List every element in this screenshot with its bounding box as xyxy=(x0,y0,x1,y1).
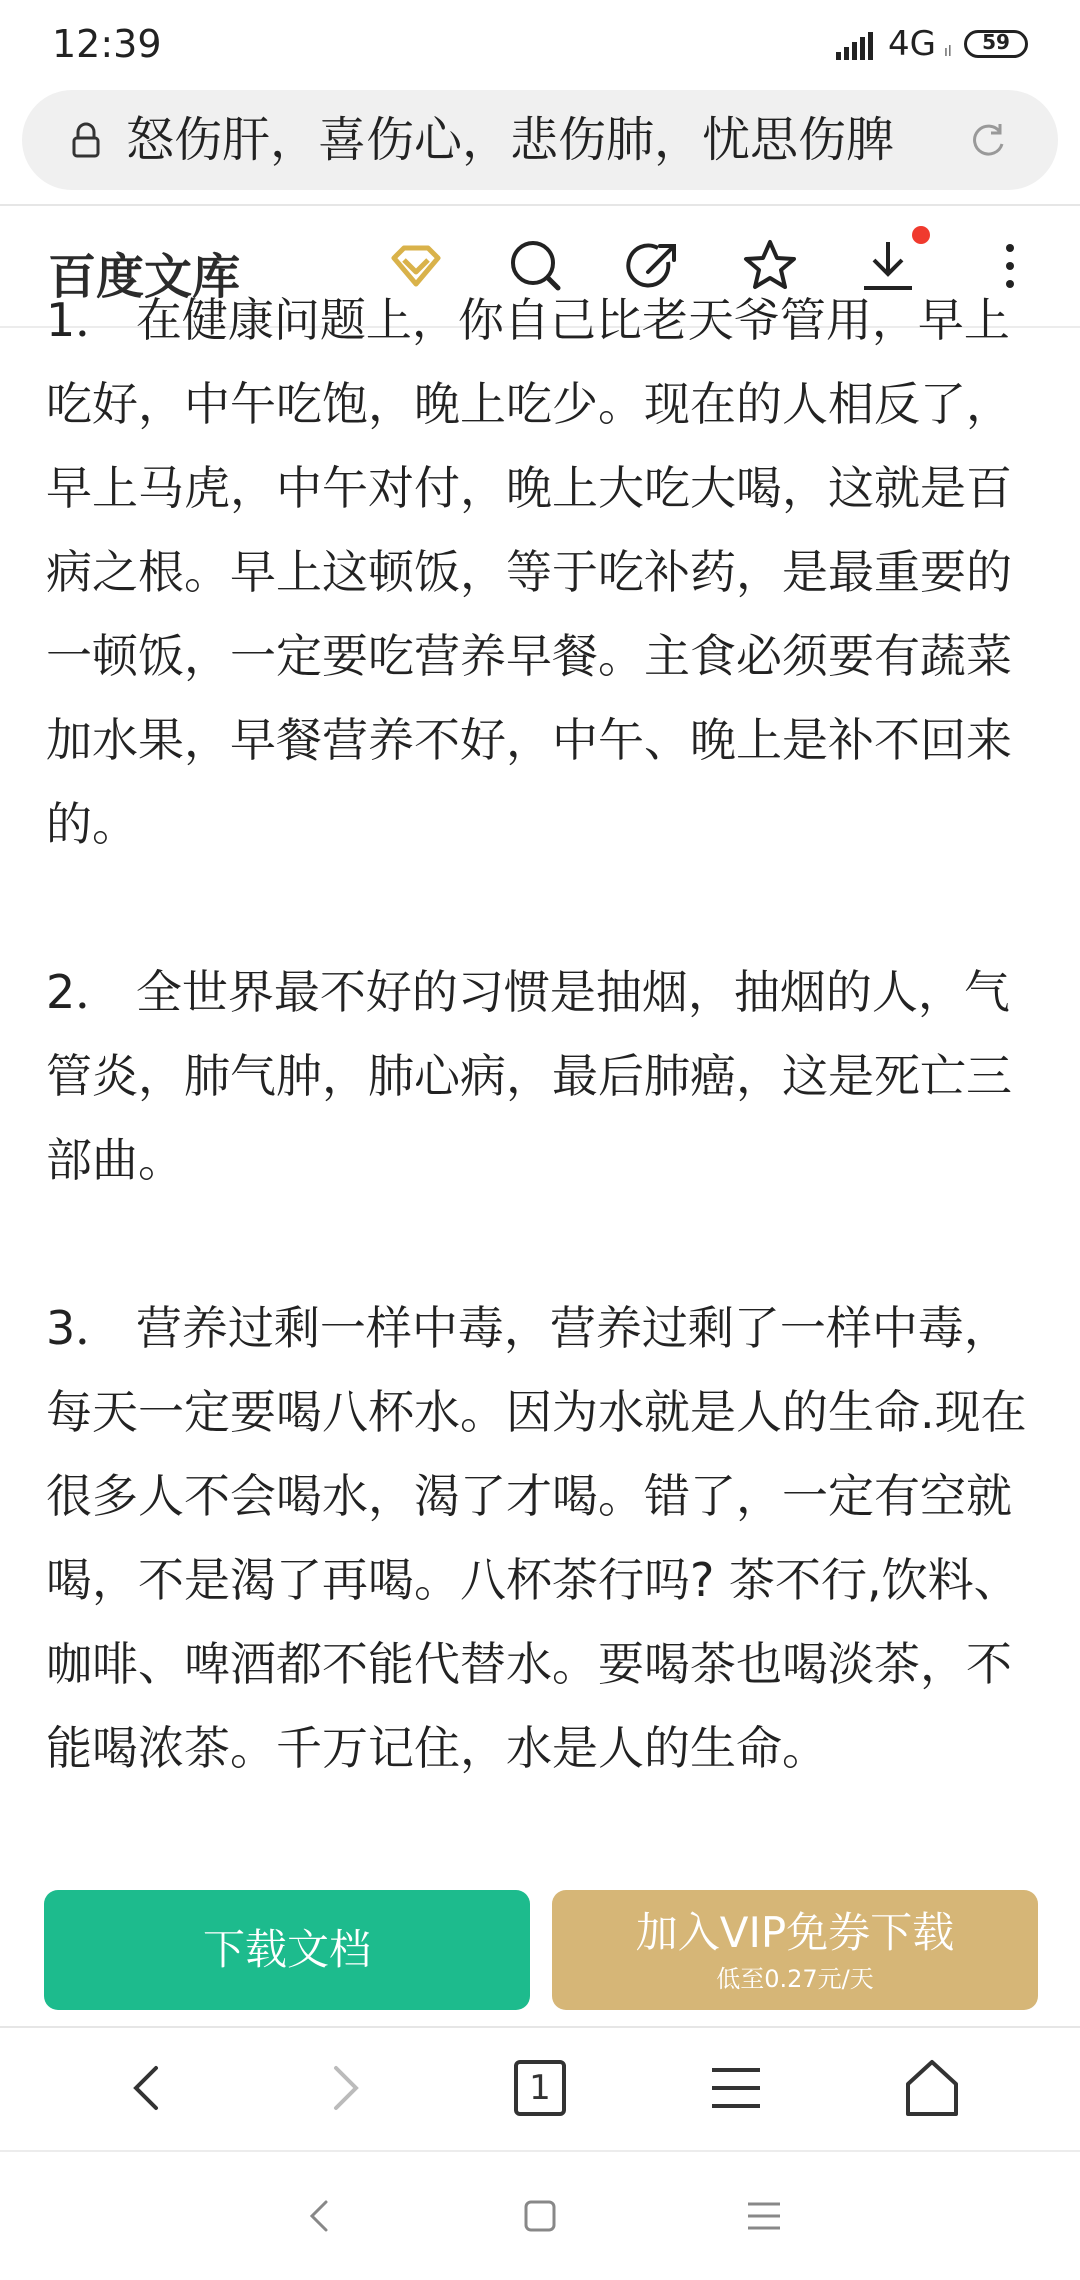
vip-price-label: 低至0.27元/天 xyxy=(716,1965,874,1993)
vip-download-button[interactable] xyxy=(552,1890,1038,2010)
tabs-button[interactable] xyxy=(508,2056,572,2120)
document-content[interactable] xyxy=(0,293,1080,1866)
network-activity: ıl xyxy=(944,44,952,60)
browser-navigation xyxy=(0,2028,1080,2150)
system-menu-icon[interactable] xyxy=(742,2194,786,2238)
notification-dot xyxy=(912,226,930,244)
refresh-icon[interactable] xyxy=(966,118,1010,162)
download-document-button[interactable]: 下载文档 xyxy=(44,1890,530,2010)
back-icon[interactable] xyxy=(116,2056,180,2120)
signal-icon xyxy=(836,32,876,60)
paragraph: 3． 营养过剩一样中毒，营养过剩了一样中毒，每天一定要喝八杯水。因为水就是人的生命.现在很多人不会喝水，渴了才喝。错了，一定有空就喝，不是渴了再喝。八杯茶行吗? 茶不行,饮料、咖啡、啤酒都不能代替水。要喝茶也喝淡茶，不能喝浓茶。千万记住，水是人的生命。 xyxy=(46,1301,1027,1775)
home-icon[interactable] xyxy=(900,2056,964,2120)
system-home-icon[interactable] xyxy=(518,2194,562,2238)
system-navigation xyxy=(0,2152,1080,2280)
brand-logo[interactable]: 百度文库 xyxy=(48,249,241,305)
address-bar[interactable] xyxy=(22,90,1058,190)
document-body xyxy=(46,278,1036,1874)
system-back-icon[interactable] xyxy=(298,2194,342,2238)
menu-icon[interactable] xyxy=(704,2056,768,2120)
battery-level: 59 xyxy=(982,30,1010,54)
status-time: 12:39 xyxy=(52,22,162,66)
paragraph: 2． 全世界最不好的习惯是抽烟，抽烟的人，气管炎，肺气肿，肺心病，最后肺癌，这是死亡三部曲。 xyxy=(46,965,1012,1187)
network-type: 4G xyxy=(888,24,936,64)
forward-icon[interactable] xyxy=(312,2056,376,2120)
battery-icon xyxy=(964,30,1028,58)
vip-button-label: 加入VIP免券下载 xyxy=(635,1908,955,1957)
paragraph: 1． 在健康问题上，你自己比老天爷管用，早上吃好，中午吃饱，晚上吃少。现在的人相反了，早上马虎，中午对付，晚上大吃大喝，这就是百病之根。早上这顿饭，等于吃补药，是最重要的一顿饭，一定要吃营养早餐。主食必须要有蔬菜加水果，早餐营养不好，中午、晚上是补不回来的。 xyxy=(46,293,1012,851)
status-bar xyxy=(0,0,1080,90)
action-bar xyxy=(0,1866,1080,2026)
address-text[interactable]: 怒伤肝，喜伤心，悲伤肺，忧思伤脾 xyxy=(126,112,895,168)
lock-icon xyxy=(66,120,106,160)
tab-count: 1 xyxy=(529,2068,551,2108)
